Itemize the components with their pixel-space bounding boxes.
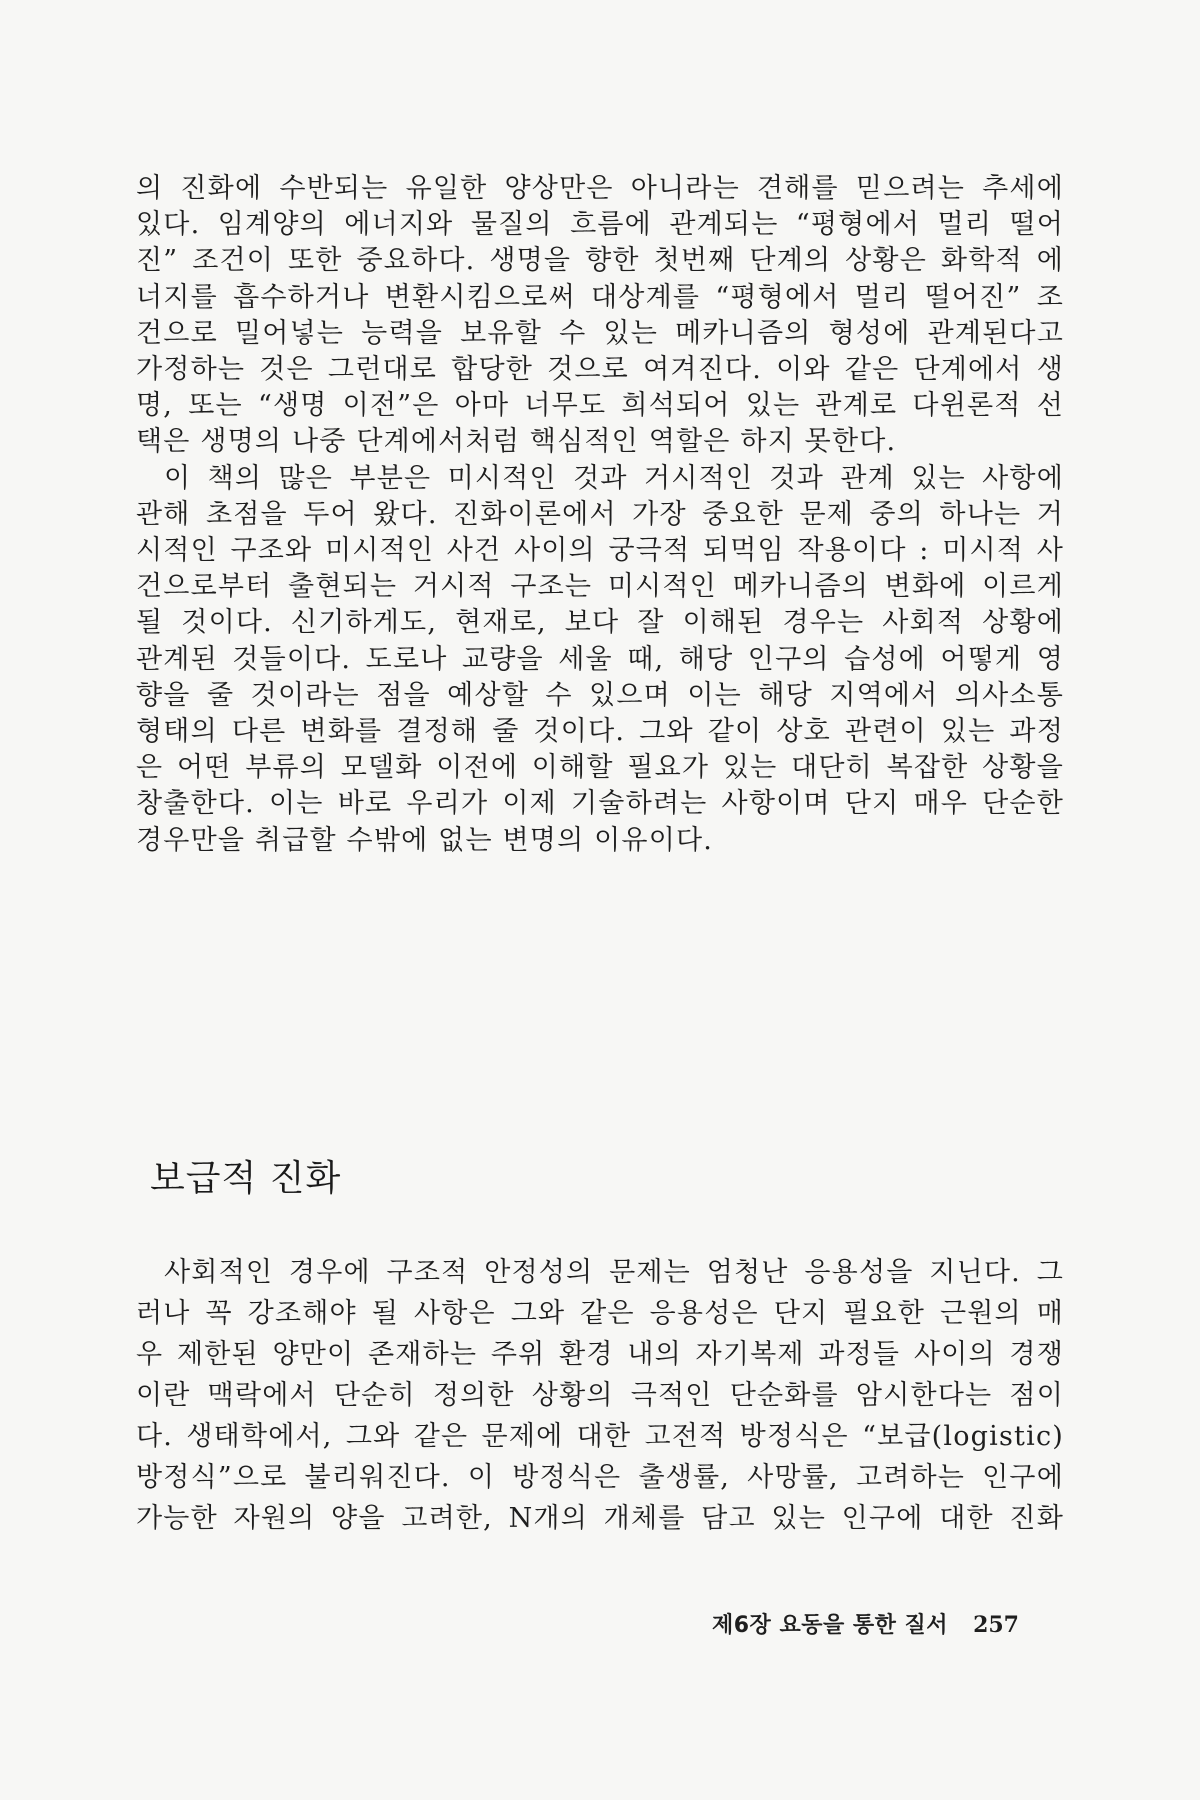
text-line: 건으로부터 출현되는 거시적 구조는 미시적인 메카니즘의 변화에 이르게: [136, 571, 1064, 603]
text-line: 은 어떤 부류의 모델화 이전에 이해할 필요가 있는 대단히 복잡한 상황을: [136, 752, 1064, 784]
text-line: 명, 또는 “생명 이전”은 아마 너무도 희석되어 있는 관계로 다윈론적 선: [136, 390, 1064, 422]
text-line: 향을 줄 것이라는 점을 예상할 수 있으며 이는 해당 지역에서 의사소통: [136, 679, 1064, 711]
text-line: 가능한 자원의 양을 고려한, N개의 개체를 담고 있는 인구에 대한 진화: [136, 1503, 1064, 1534]
text-line: 너지를 흡수하거나 변환시킴으로써 대상계를 “평형에서 멀리 떨어진” 조: [136, 281, 1064, 313]
text-line: 될 것이다. 신기하게도, 현재로, 보다 잘 이해된 경우는 사회적 상황에: [136, 607, 1064, 639]
text-line: 창출한다. 이는 바로 우리가 이제 기술하려는 사항이며 단지 매우 단순한: [136, 788, 1064, 820]
text-line: 택은 생명의 나중 단계에서처럼 핵심적인 역할은 하지 못한다.: [136, 426, 897, 458]
page-footer: [712, 1608, 1052, 1639]
text-line: 방정식”으로 불리워진다. 이 방정식은 출생률, 사망률, 고려하는 인구에: [136, 1462, 1064, 1493]
running-footer-chapter: 제6장 요동을 통한 질서: [712, 1613, 949, 1638]
text-line: 다. 생태학에서, 그와 같은 문제에 대한 고전적 방정식은 “보급(logistic): [136, 1421, 1064, 1452]
text-line: 우 제한된 양만이 존재하는 주위 환경 내의 자기복제 과정들 사이의 경쟁: [136, 1339, 1064, 1370]
text-line: 관계된 것들이다. 도로나 교량을 세울 때, 해당 인구의 습성에 어떻게 영: [136, 643, 1064, 675]
body-text-section: [136, 1252, 1064, 1539]
text-line: 가정하는 것은 그런대로 합당한 것으로 여겨진다. 이와 같은 단계에서 생: [136, 354, 1064, 386]
text-line: 이 책의 많은 부분은 미시적인 것과 거시적인 것과 관계 있는 사항에: [164, 462, 1064, 494]
page-number: 257: [973, 1612, 1019, 1638]
text-line: 경우만을 취급할 수밖에 없는 변명의 이유이다.: [136, 824, 714, 856]
text-line: 의 진화에 수반되는 유일한 양상만은 아니라는 견해를 믿으려는 추세에: [136, 173, 1064, 204]
text-line: 이란 맥락에서 단순히 정의한 상황의 극적인 단순화를 암시한다는 점이: [136, 1380, 1064, 1411]
section-heading: 보급적 진화: [150, 1158, 342, 1199]
text-line: 시적인 구조와 미시적인 사건 사이의 궁극적 되먹임 작용이다 : 미시적 사: [136, 535, 1064, 567]
text-line: 건으로 밀어넣는 능력을 보유할 수 있는 메카니즘의 형성에 관계된다고: [136, 317, 1064, 349]
text-line: 사회적인 경우에 구조적 안정성의 문제는 엄청난 응용성을 지닌다. 그: [164, 1257, 1064, 1288]
text-line: 형태의 다른 변화를 결정해 줄 것이다. 그와 같이 상호 관련이 있는 과정: [136, 716, 1064, 748]
text-line: 진” 조건이 또한 중요하다. 생명을 향한 첫번째 단계의 상황은 화학적 에: [136, 245, 1064, 277]
text-line: 관해 초점을 두어 왔다. 진화이론에서 가장 중요한 문제 중의 하나는 거: [136, 498, 1064, 530]
text-line: 러나 꼭 강조해야 될 사항은 그와 같은 응용성은 단지 필요한 근원의 매: [136, 1298, 1064, 1329]
text-line: 있다. 임계양의 에너지와 물질의 흐름에 관계되는 “평형에서 멀리 떨어: [136, 209, 1064, 241]
body-text-top: [136, 168, 1064, 856]
